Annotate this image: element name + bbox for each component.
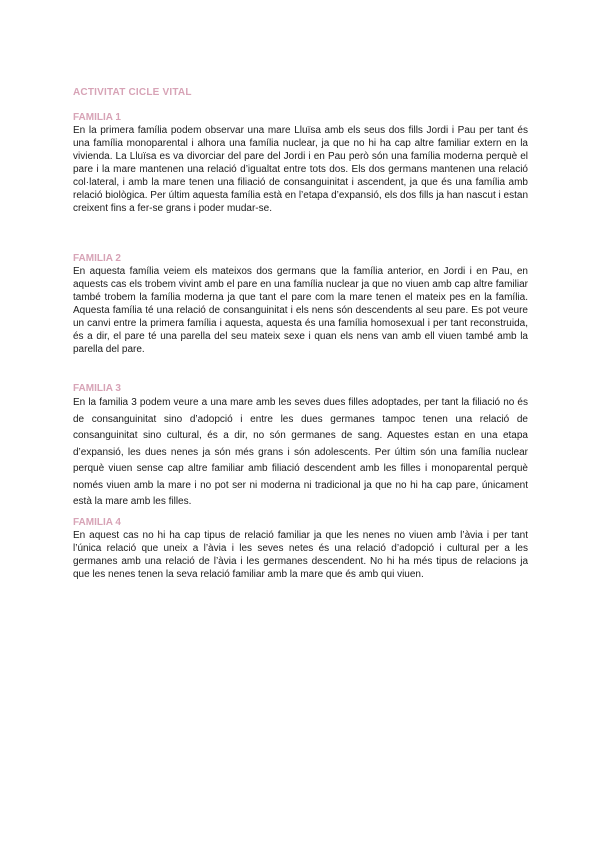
- section-paragraph: En aquesta família veiem els mateixos dos germans que la família anterior, en Jordi i en Pau, en aquests cas els trobem vivint amb el pare en una família nuclear ja que no viuen amb cap altre familiar també trobem la família moderna ja que tant el pare com la mare tenen el mateix pes en la família. Aquesta família té una relació de consanguinitat i els nens són descendents al seu pare. Es pot veure un canvi entre la primera família i aquesta, aquesta és una família homosexual i per tant reconstruida, és a dir, el pare té una parella del seu mateix sexe i quan els nens van amb ell viuen també amb la parella del pare.: [73, 266, 528, 355]
- document-content: [73, 86, 528, 580]
- section-heading: FAMILIA 4: [73, 517, 121, 528]
- section-familia-2: [73, 252, 528, 356]
- section-familia-4: [73, 516, 528, 581]
- section-familia-3: [73, 382, 528, 511]
- section-paragraph: En aquest cas no hi ha cap tipus de relació familiar ja que les nenes no viuen amb l’àvia i per tant l’única relació que uneix a l’àvia i les seves netes és una relació d’adopció i cultural per a les germanes amb una relació de l’àvia i les germanes descendent. No hi ha més tipus de relacions ja que les nenes tenen la seva relació familiar amb la mare que és amb qui viuen.: [73, 530, 528, 580]
- section-heading: FAMILIA 2: [73, 253, 121, 264]
- document-title: ACTIVITAT CICLE VITAL: [73, 87, 192, 98]
- section-paragraph: En la familia 3 podem veure a una mare amb les seves dues filles adoptades, per tant la filiació no és de consanguinitat sino d’adopció i entre les dues germanes tampoc tenen una relació de consanguinitat sino cultural, és a dir, no són germanes de sang. Aquestes estan en una etapa d’expansió, les dues nenes ja són més grans i són adolescents. Per últim són una família nuclear perquè viuen sense cap altre familiar amb filiació descendent amb les filles i monoparental perquè només viuen amb la mare i no pot ser ni moderna ni tradicional ja que no hi ha cap pare, únicament està la mare amb les filles.: [73, 397, 528, 507]
- section-paragraph: En la primera família podem observar una mare Lluïsa amb els seus dos fills Jordi i Pau per tant és una família monoparental i alhora una família nuclear, ja que no hi ha cap altre familiar extern en la vivienda. La Lluïsa es va divorciar del pare del Jordi i en Pau però són una família moderna perquè el pare i la mare mantenen una relació d’igualtat entre tots dos. Els dos germans mantenen una relació col·lateral, i amb la mare tenen una filiació de consanguinitat i ascendent, ja que és una família amb relació biològica. Per últim aquesta família està en l’etapa d’expansió, els dos fills ja han nascut i estan creixent fins a fer-se grans i poder mudar-se.: [73, 125, 528, 214]
- section-heading: FAMILIA 1: [73, 112, 121, 123]
- section-heading: FAMILIA 3: [73, 383, 121, 394]
- section-familia-1: [73, 111, 528, 215]
